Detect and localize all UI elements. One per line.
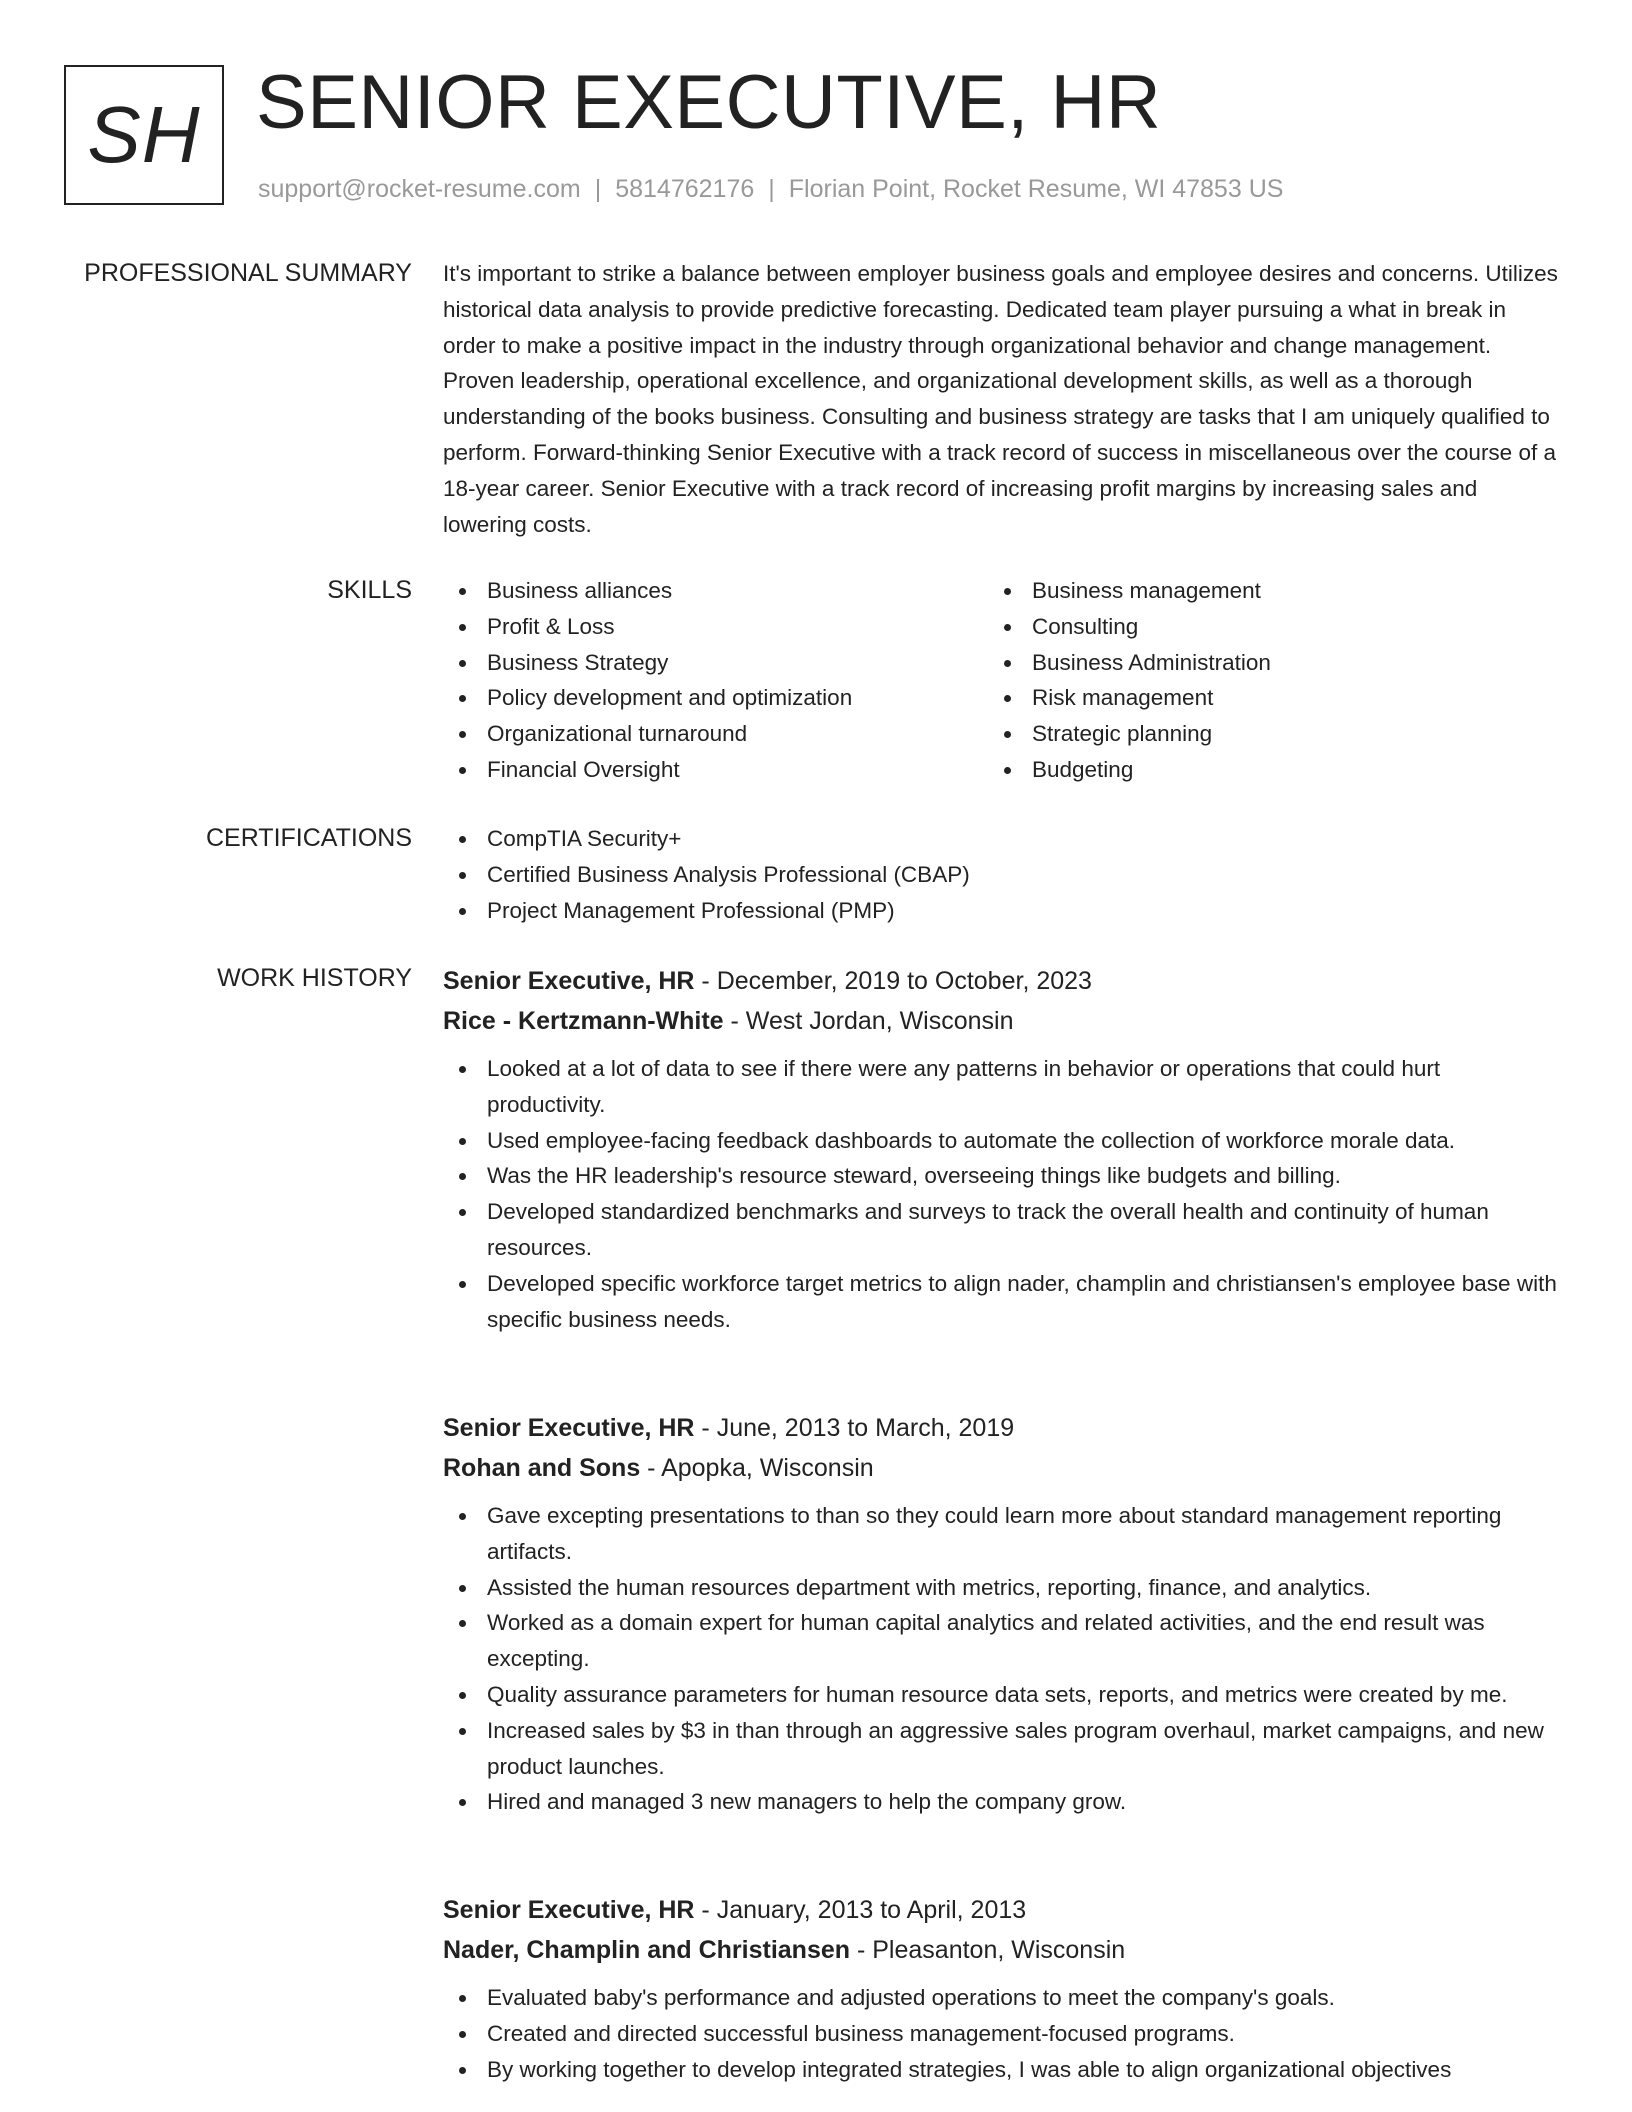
job-bullet: Looked at a lot of data to see if there were any patterns in behavior or operations that could hurt productivity.	[443, 1051, 1558, 1123]
summary-text: It's important to strike a balance between employer business goals and employee desires and concerns. Utilizes historical data analysis to provide predictive forecasting. Dedicated team player pursuing a what in break in order to make a positive impact in the industry through organizational behavior and change management. Proven leadership, operational excellence, and organizational development skills, as well as a thorough understanding of the books business. Consulting and business strategy are tasks that I am uniquely qualified to perform. Forward-thinking Senior Executive with a track record of success in miscellaneous over the course of a 18-year career. Senior Executive with a track record of increasing profit margins by increasing sales and lowering costs.	[443, 261, 1558, 537]
monogram-box	[64, 65, 224, 205]
certification-item: CompTIA Security+	[443, 821, 1558, 857]
skill-item: Strategic planning	[988, 716, 1533, 752]
job-location: - Apopka, Wisconsin	[640, 1454, 874, 1482]
job-company-line	[443, 1930, 1558, 1970]
skill-item: Budgeting	[988, 752, 1533, 788]
job-title-line	[443, 1408, 1558, 1448]
job-bullet: Created and directed successful business management-focused programs.	[443, 2016, 1558, 2052]
job-title: Senior Executive, HR	[443, 1896, 695, 1924]
job-company: Rice - Kertzmann-White	[443, 1007, 724, 1035]
job-bullet: Used employee-facing feedback dashboards to automate the collection of workforce morale data.	[443, 1123, 1558, 1159]
contact-line	[258, 172, 1283, 206]
job-entry	[0, 961, 1632, 1337]
job-title-line	[443, 1890, 1558, 1930]
skills-column-left	[443, 573, 988, 788]
job-title: Senior Executive, HR	[443, 1414, 695, 1442]
job-location: - West Jordan, Wisconsin	[723, 1007, 1014, 1035]
job-dates: - January, 2013 to April, 2013	[694, 1896, 1027, 1924]
contact-separator: |	[768, 175, 775, 203]
job-bullet: Worked as a domain expert for human capital analytics and related activities, and the end result was excepting.	[443, 1605, 1558, 1677]
skills-heading: SKILLS	[327, 576, 412, 604]
job-bullet: Was the HR leadership's resource steward, overseeing things like budgets and billing.	[443, 1158, 1558, 1194]
job-3	[443, 1890, 1558, 2087]
certification-item: Project Management Professional (PMP)	[443, 893, 1558, 929]
skill-item: Business Strategy	[443, 645, 988, 681]
contact-email[interactable]: support@rocket-resume.com	[258, 175, 581, 203]
job-entry	[0, 1890, 1632, 2087]
job-location: - Pleasanton, Wisconsin	[850, 1936, 1126, 1964]
job-dates: - December, 2019 to October, 2023	[694, 967, 1092, 995]
job-bullet: Increased sales by $3 in than through an aggressive sales program overhaul, market campaigns, and new product launches.	[443, 1713, 1558, 1785]
skill-item: Financial Oversight	[443, 752, 988, 788]
skill-item: Business management	[988, 573, 1533, 609]
skills-column-right	[988, 573, 1533, 788]
skill-item: Profit & Loss	[443, 609, 988, 645]
work-history-heading: WORK HISTORY	[217, 964, 412, 992]
job-company: Rohan and Sons	[443, 1454, 641, 1482]
skill-item: Risk management	[988, 680, 1533, 716]
certifications-heading: CERTIFICATIONS	[205, 824, 412, 852]
summary-heading: PROFESSIONAL SUMMARY	[84, 259, 412, 287]
job-bullet: By working together to develop integrated strategies, I was able to align organizational objectives	[443, 2052, 1558, 2088]
job-bullet: Developed standardized benchmarks and surveys to track the overall health and continuity of human resources.	[443, 1194, 1558, 1266]
contact-phone[interactable]: 5814762176	[615, 175, 755, 203]
skill-item: Policy development and optimization	[443, 680, 988, 716]
skill-item: Business Administration	[988, 645, 1533, 681]
job-title-line	[443, 961, 1558, 1001]
job-bullet: Gave excepting presentations to than so they could learn more about standard management reporting artifacts.	[443, 1498, 1558, 1570]
job-bullet: Evaluated baby's performance and adjusted operations to meet the company's goals.	[443, 1980, 1558, 2016]
job-bullet: Quality assurance parameters for human resource data sets, reports, and metrics were created by me.	[443, 1677, 1558, 1713]
resume-title: SENIOR EXECUTIVE, HR	[256, 60, 1162, 145]
job-title: Senior Executive, HR	[443, 967, 695, 995]
skill-item: Organizational turnaround	[443, 716, 988, 752]
certifications-body	[443, 821, 1558, 928]
contact-separator: |	[594, 175, 602, 203]
skill-item: Consulting	[988, 609, 1533, 645]
job-1	[443, 961, 1558, 1337]
job-bullet: Developed specific workforce target metrics to align nader, champlin and christiansen's employee base with specific business needs.	[443, 1266, 1558, 1338]
skills-body	[443, 573, 1558, 788]
job-company-line	[443, 1001, 1558, 1041]
job-2	[443, 1408, 1558, 1820]
job-dates: - June, 2013 to March, 2019	[694, 1414, 1015, 1442]
job-company: Nader, Champlin and Christiansen	[443, 1936, 851, 1964]
monogram-initials: SH	[87, 90, 201, 179]
certification-item: Certified Business Analysis Professional (CBAP)	[443, 857, 1558, 893]
job-bullet: Hired and managed 3 new managers to help the company grow.	[443, 1784, 1558, 1820]
job-bullet: Assisted the human resources department with metrics, reporting, finance, and analytics.	[443, 1570, 1558, 1606]
job-entry	[0, 1408, 1632, 1820]
skill-item: Business alliances	[443, 573, 988, 609]
contact-address: Florian Point, Rocket Resume, WI 47853 US	[788, 175, 1284, 203]
job-company-line	[443, 1448, 1558, 1488]
